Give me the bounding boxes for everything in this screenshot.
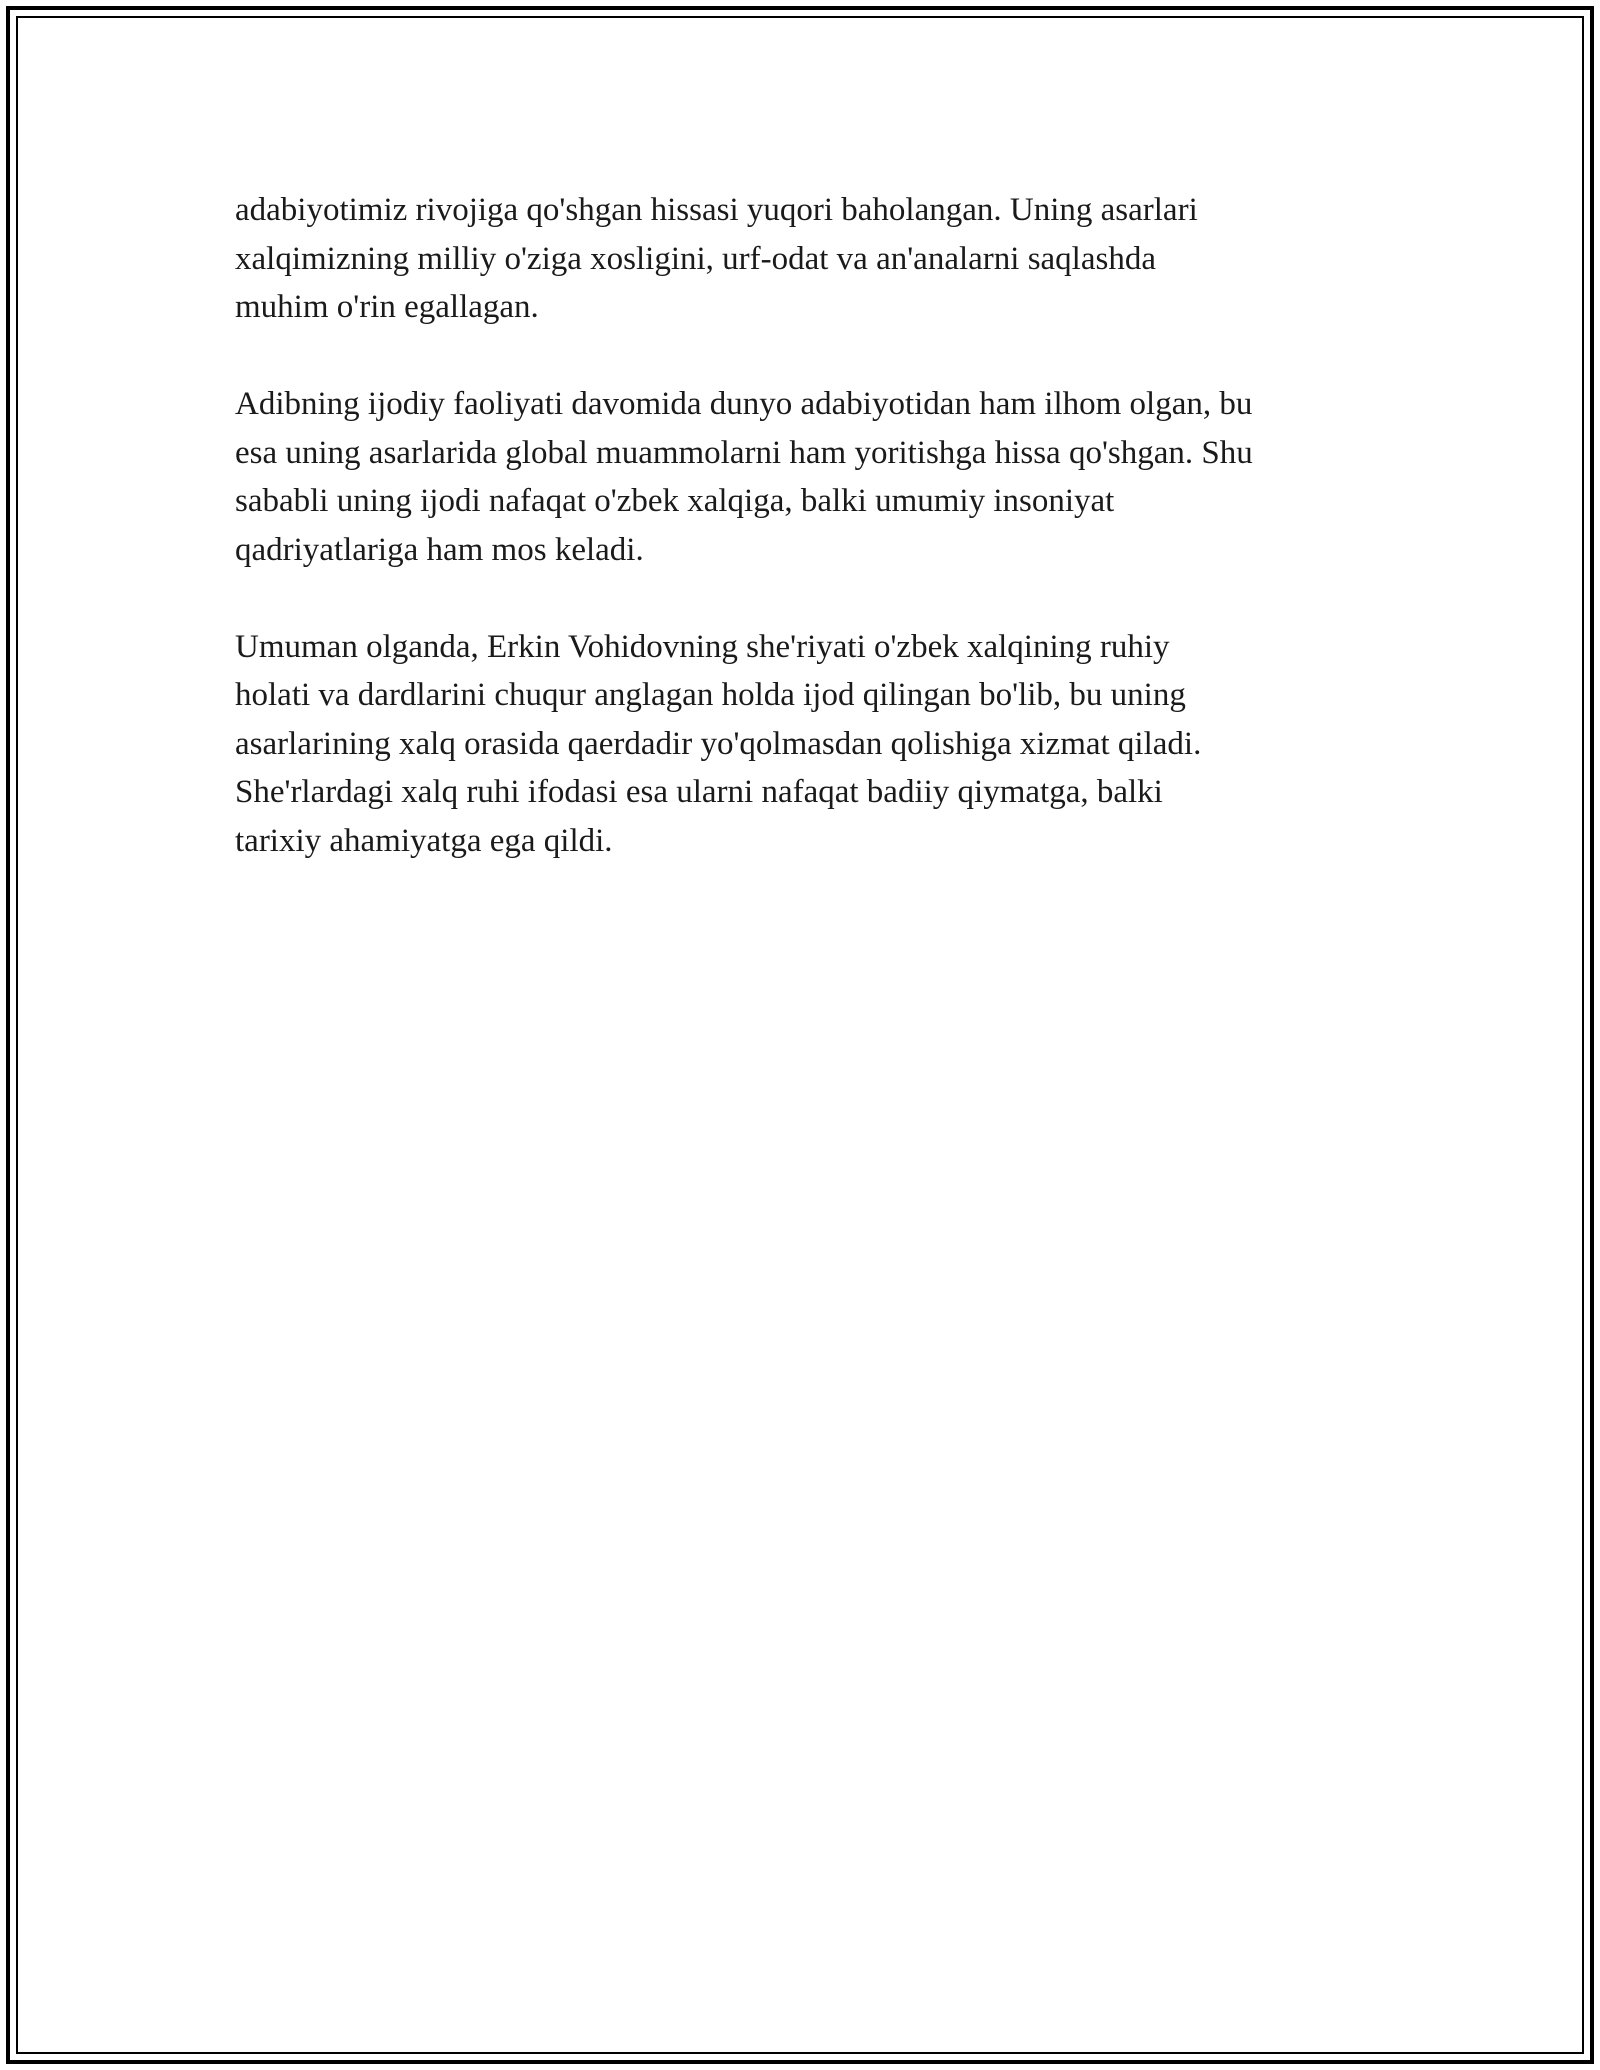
paragraph-1: adabiyotimiz rivojiga qo'shgan hissasi yuqori baholangan. Uning asarlari xalqimizning milliy o'ziga xosligini, urf-odat va an'analarni saqlashda muhim o'rin egallagan. [235, 192, 1198, 325]
document-body [235, 186, 1395, 914]
paragraph-2: Adibning ijodiy faoliyati davomida dunyo adabiyotidan ham ilhom olgan, bu esa uning asarlarida global muammolarni ham yoritishga hissa qo'shgan. Shu sababli uning ijodi nafaqat o'zbek xalqiga, balki umumiy insoniyat qadriyatlariga ham mos keladi. [235, 386, 1253, 568]
paragraph-3: Umuman olganda, Erkin Vohidovning she'riyati o'zbek xalqining ruhiy holati va dardlarini chuqur anglagan holda ijod qilingan bo'lib, bu uning asarlarining xalq orasida qaerdadir yo'qolmasdan qolishiga xizmat qiladi. She'rlardagi xalq ruhi ifodasi esa ularni nafaqat badiiy qiymatga, balki tarixiy ahamiyatga ega qildi. [235, 628, 1202, 859]
